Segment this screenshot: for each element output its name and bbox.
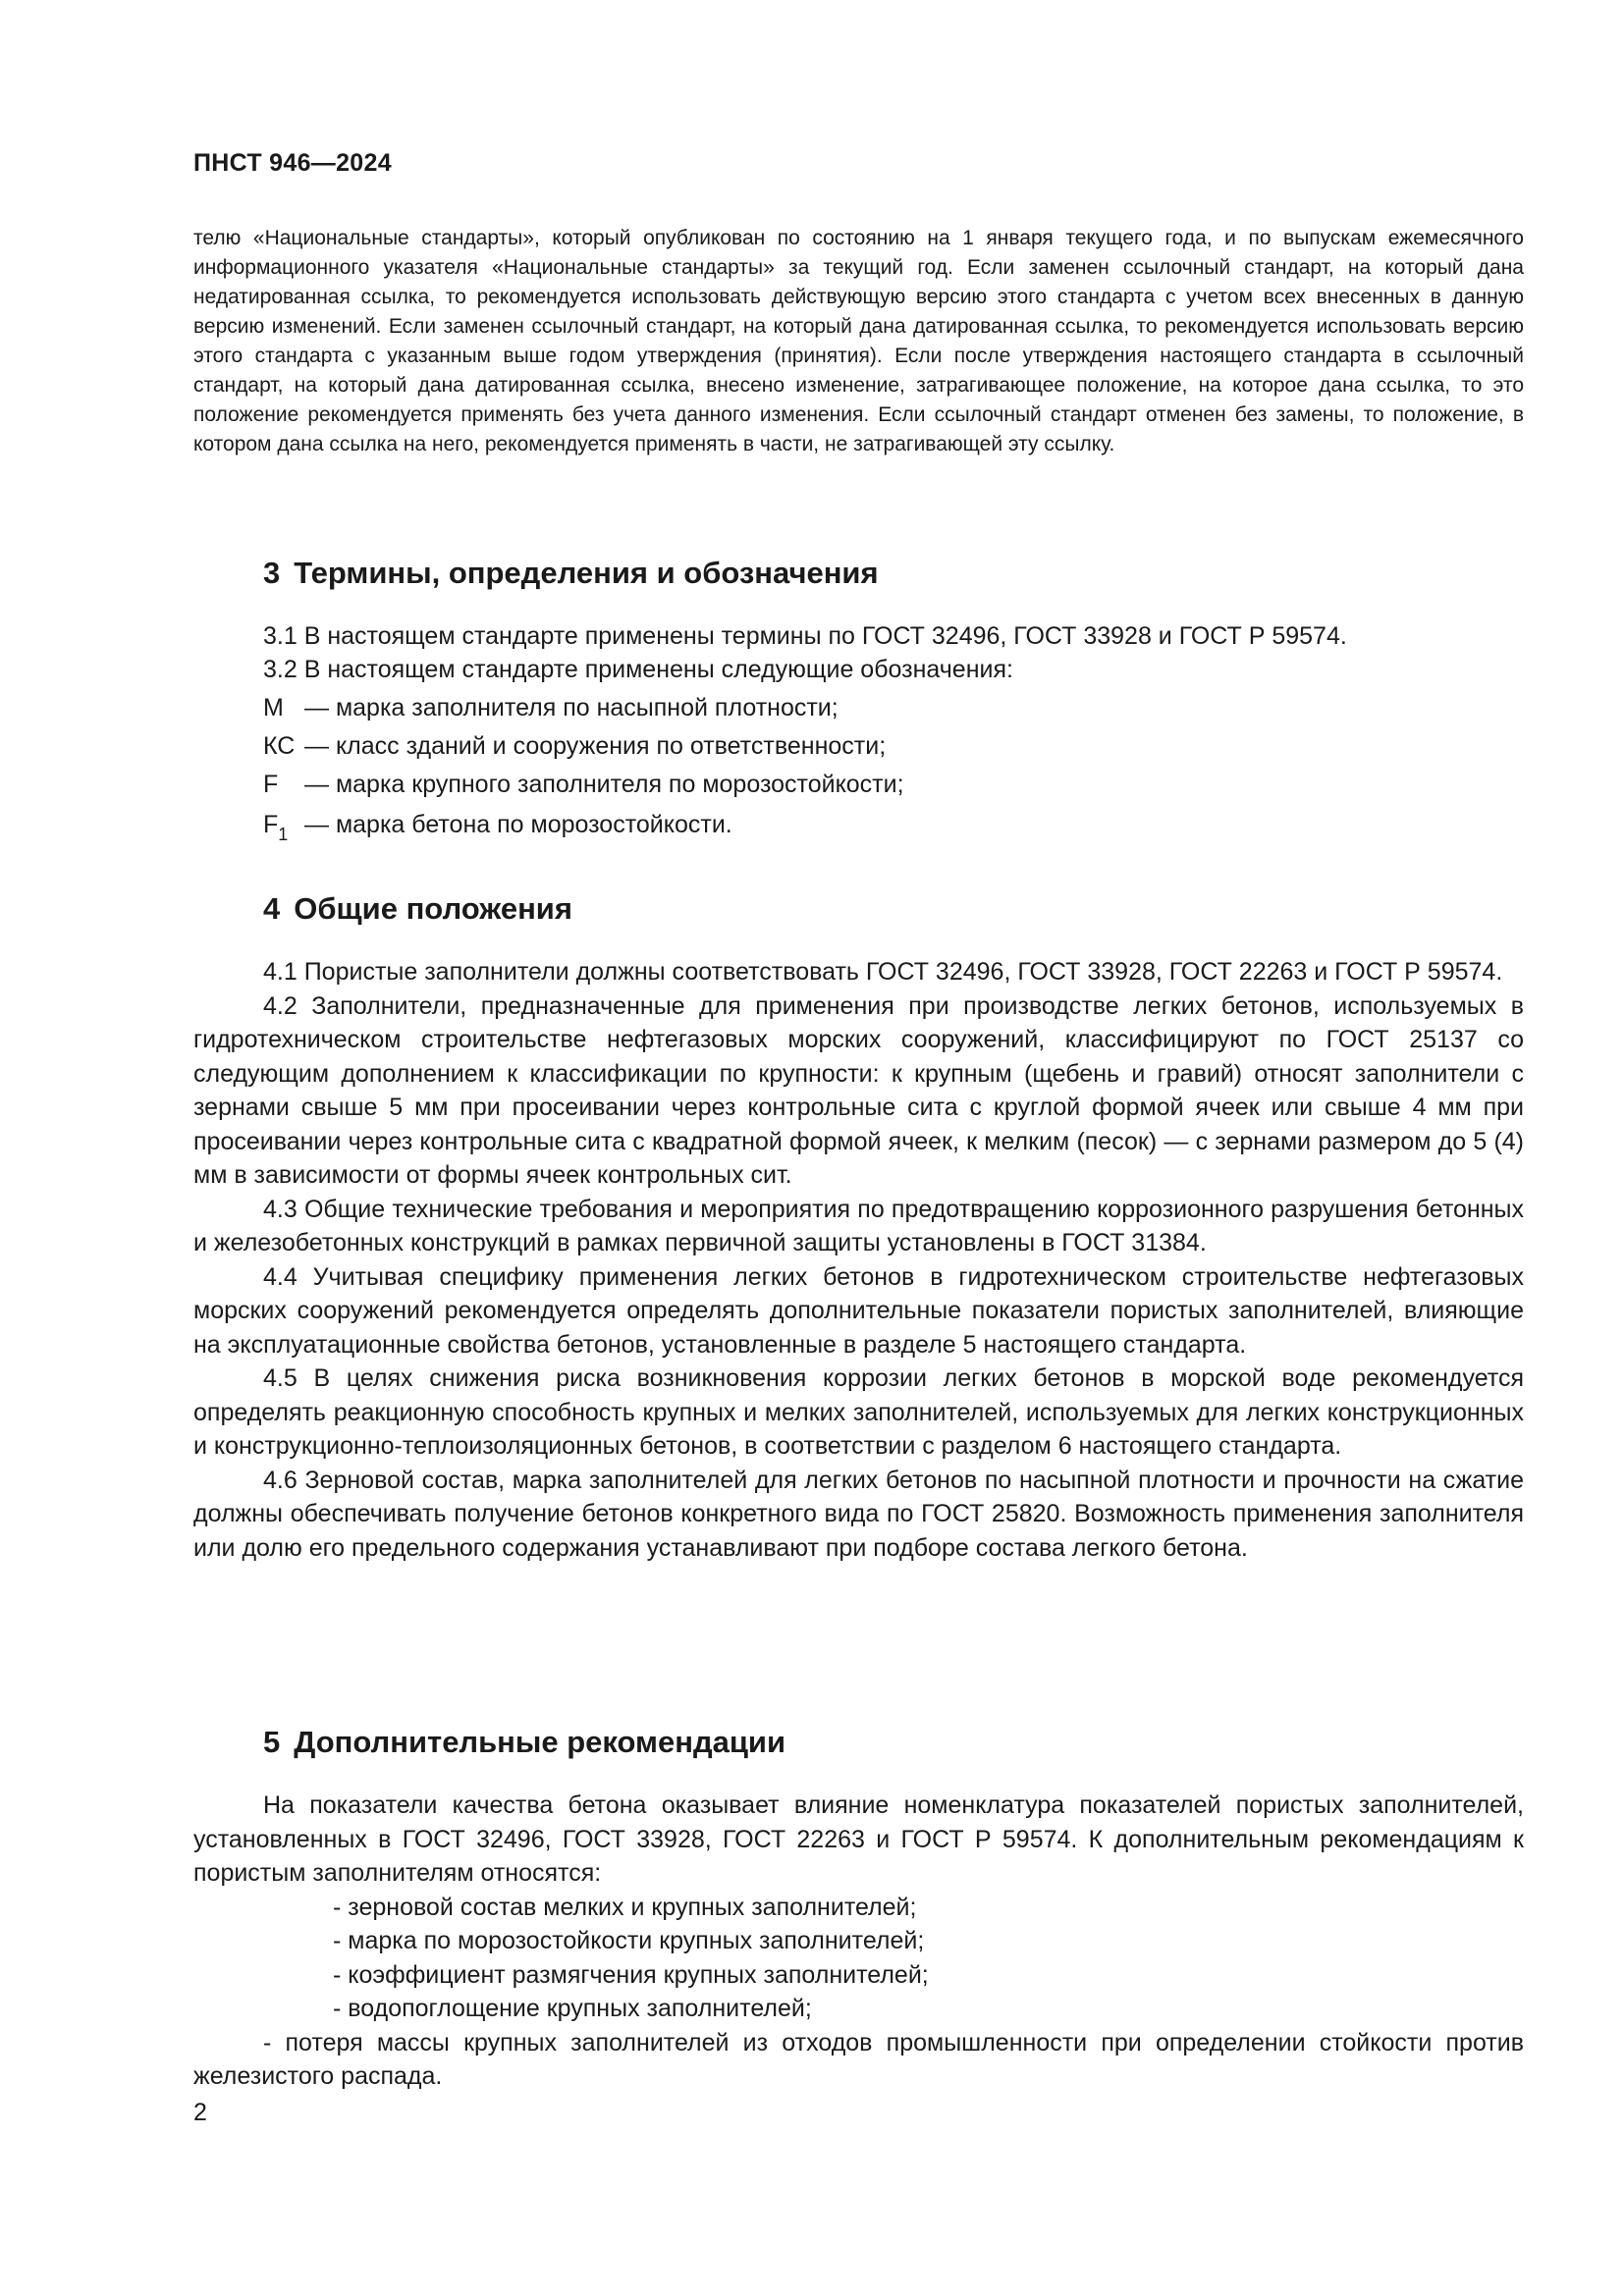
clause-4-3: 4.3 Общие технические требования и мероприятия по предотвращению коррозионного разрушения бетонных и железобетонных конструкций в рамках первичной защиты установлены в ГОСТ 31384. — [193, 1195, 1524, 1256]
list-item: - марка по морозостойкости крупных заполнителей; — [333, 1927, 925, 1954]
section-5-heading — [263, 1725, 785, 1760]
symbol-row-f — [263, 768, 904, 801]
symbol-subscript: 1 — [278, 825, 289, 844]
intro-paragraph: телю «Национальные стандарты», который опубликован по состоянию на 1 января текущего года, и по выпускам ежемесячного информационного указателя «Национальные стандарты» за текущий год. Если заменен ссылочный стандарт, на который дана недатированная ссылка, то рекомендуется использовать действующую версию этого стандарта с учетом всех внесенных в данную версию изменений. Если заменен ссылочный стандарт, на который дана датированная ссылка, то рекомендуется использовать версию этого стандарта с указанным выше годом утверждения (принятия). Если после утверждения настоящего стандарта в ссылочный стандарт, на который дана датированная ссылка, внесено изменение, затрагивающее положение, на которое дана ссылка, то это положение рекомендуется применять без учета данного изменения. Если ссылочный стандарт отменен без замены, то положение, в котором дана ссылка на него, рекомендуется применять в части, не затрагивающей эту ссылку. — [193, 227, 1524, 455]
section-4-number: 4 — [263, 891, 281, 926]
symbol-row-m — [263, 691, 839, 724]
symbol-definition: — марка заполнителя по насыпной плотности; — [304, 694, 839, 721]
section-4-title: Общие положения — [294, 891, 572, 926]
list-item: - потеря массы крупных заполнителей из отходов промышленности при определении стойкости против железистого распада. — [193, 2028, 1524, 2090]
clause-4-4: 4.4 Учитывая специфику применения легких бетонов в гидротехническом строительстве нефтегазовых морских сооружений рекомендуется определять дополнительные показатели пористых заполнителей, влияющие на эксплуатационные свойства бетонов, установленные в разделе 5 настоящего стандарта. — [193, 1262, 1524, 1359]
clause-4-2: 4.2 Заполнители, предназначенные для применения при производстве легких бетонов, используемых в гидротехническом строительстве нефтегазовых морских сооружений, классифицируют по ГОСТ 25137 со следующим дополнением к классификации по крупности: к крупным (щебень и гравий) относят заполнители с зернами свыше 5 мм при просеивании через контрольные сита с круглой формой ячеек или свыше 4 мм при просеивании через контрольные сита с квадратной формой ячеек, к мелким (песок) — с зернами размером до 5 (4) мм в зависимости от формы ячеек контрольных сит. — [193, 991, 1524, 1189]
clause-3-1: 3.1 В настоящем стандарте применены термины по ГОСТ 32496, ГОСТ 33928 и ГОСТ Р 59574. — [263, 622, 1347, 650]
list-item: - водопоглощение крупных заполнителей; — [333, 1995, 812, 2022]
list-item: - коэффициент размягчения крупных заполнителей; — [333, 1960, 929, 1989]
section-5-number: 5 — [263, 1725, 281, 1759]
clause-3-2: 3.2 В настоящем стандарте применены следующие обозначения: — [263, 656, 1013, 683]
symbol-row-f1 — [263, 808, 732, 849]
section-4-body — [193, 955, 1524, 1565]
clause-4-5: 4.5 В целях снижения риска возникновения коррозии легких бетонов в морской воде рекомендуется определять реакционную способность крупных и мелких заполнителей, используемых для легких конструкционных и конструкционно-теплоизоляционных бетонов, в соответствии с разделом 6 настоящего стандарта. — [193, 1364, 1524, 1460]
symbol-row-ks — [263, 729, 886, 763]
section-5-body — [193, 1789, 1524, 2094]
symbol: F — [263, 771, 279, 798]
clause-4-6: 4.6 Зерновой состав, марка заполнителей для легких бетонов по насыпной плотности и прочности на сжатие должны обеспечивать получение бетонов конкретного вида по ГОСТ 25820. Возможность применения заполнителя или долю его предельного содержания устанавливают при подборе состава легкого бетона. — [193, 1466, 1524, 1562]
symbol: $F_1$ — [263, 811, 289, 844]
section-5-title: Дополнительные рекомендации — [294, 1725, 786, 1759]
list-item: - зерновой состав мелких и крупных заполнителей; — [333, 1893, 917, 1921]
section-3-title: Термины, определения и обозначения — [294, 556, 879, 590]
symbol-definition: — марка крупного заполнителя по морозостойкости; — [304, 771, 904, 798]
section-5-intro: На показатели качества бетона оказывает влияние номенклатура показателей пористых заполнителей, установленных в ГОСТ 32496, ГОСТ 33928, ГОСТ 22263 и ГОСТ Р 59574. К дополнительным рекомендациям к пористым заполнителям относятся: — [193, 1791, 1524, 1887]
section-3-number: 3 — [263, 556, 281, 590]
clause-4-1: 4.1 Пористые заполнители должны соответствовать ГОСТ 32496, ГОСТ 33928, ГОСТ 22263 и ГОСТ Р 59574. — [263, 958, 1503, 986]
document-id-header: ПНСТ 946—2024 — [193, 149, 392, 177]
symbol: М — [263, 694, 284, 721]
symbol-definition: — класс зданий и сооружения по ответственности; — [304, 732, 887, 760]
section-4-heading — [263, 891, 572, 927]
section-3-heading — [263, 556, 879, 591]
page-number: 2 — [193, 2099, 207, 2126]
symbol: КС — [263, 732, 296, 760]
symbol-definition: — марка бетона по морозостойкости. — [304, 811, 732, 838]
